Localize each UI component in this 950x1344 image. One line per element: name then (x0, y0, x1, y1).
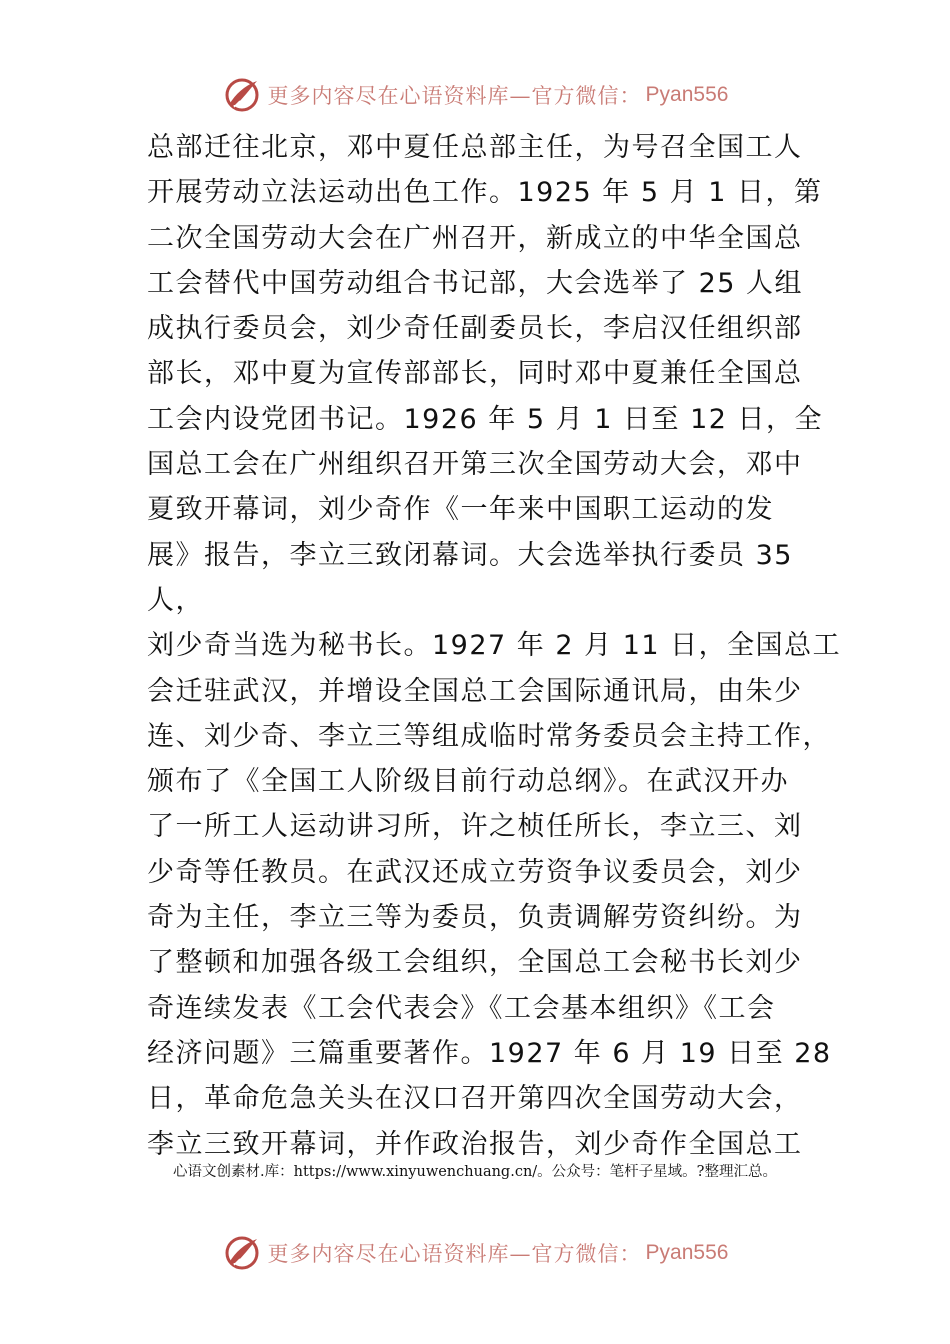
body-line: 人， (147, 584, 204, 616)
body-line: 工会内设党团书记。1926 年 5 月 1 日至 12 日，全 (147, 403, 824, 435)
pen-logo-icon (222, 75, 262, 115)
body-line: 了整顿和加强各级工会组织，全国总工会秘书长刘少 (147, 947, 803, 979)
body-line: 颁布了《全国工人阶级目前行动总纲》。在武汉开办 (147, 766, 789, 798)
body-line: 成执行委员会，刘少奇任副委员长，李启汉任组织部 (147, 313, 803, 345)
body-line: 奇为主任，李立三等为委员，负责调解劳资纠纷。为 (147, 902, 803, 934)
body-line: 展》报告，李立三致闭幕词。大会选举执行委员 35 (147, 539, 793, 571)
body-line: 连、刘少奇、李立三等组成临时常务委员会主持工作， (147, 720, 831, 752)
document-body (147, 125, 842, 1167)
header-watermark (0, 70, 950, 120)
footer-source-note: 心语文创素材.库：https://www.xinyuwenchuang.cn/。公众号：笔杆子星域。?整理汇总。 (173, 1164, 777, 1180)
body-line: 开展劳动立法运动出色工作。1925 年 5 月 1 日，第 (147, 177, 823, 209)
body-line: 了一所工人运动讲习所，许之桢任所长，李立三、刘 (147, 811, 803, 843)
body-line: 夏致开幕词，刘少奇作《一年来中国职工运动的发 (147, 494, 774, 526)
body-line: 经济问题》三篇重要著作。1927 年 6 月 19 日至 28 (147, 1037, 832, 1069)
header-watermark-handle: Pyan556 (645, 83, 729, 106)
body-line: 部长，邓中夏为宣传部部长，同时邓中夏兼任全国总 (147, 358, 803, 390)
body-line: 总部迁往北京，邓中夏任总部主任，为号召全国工人 (147, 132, 803, 163)
body-line: 会迁驻武汉，并增设全国总工会国际通讯局，由朱少 (147, 675, 803, 707)
footer-watermark-handle: Pyan556 (645, 1241, 729, 1264)
body-line: 国总工会在广州组织召开第三次全国劳动大会，邓中 (147, 449, 803, 481)
body-line: 工会替代中国劳动组合书记部，大会选举了 25 人组 (147, 267, 804, 299)
body-line: 刘少奇当选为秘书长。1927 年 2 月 11 日，全国总工 (147, 630, 842, 662)
body-line: 少奇等任教员。在武汉还成立劳资争议委员会，刘少 (147, 856, 803, 888)
header-watermark-text: 更多内容尽在心语资料库—官方微信： (267, 84, 642, 108)
pen-logo-icon (222, 1233, 262, 1273)
body-line: 二次全国劳动大会在广州召开，新成立的中华全国总 (147, 222, 803, 254)
body-line: 奇连续发表《工会代表会》《工会基本组织》《工会 (147, 992, 776, 1024)
body-line: 日，革命危急关头在汉口召开第四次全国劳动大会， (147, 1083, 803, 1115)
footer-watermark (0, 1228, 950, 1278)
footer-watermark-text: 更多内容尽在心语资料库—官方微信： (267, 1242, 642, 1266)
body-line: 李立三致开幕词，并作政治报告，刘少奇作全国总工 (147, 1128, 803, 1160)
